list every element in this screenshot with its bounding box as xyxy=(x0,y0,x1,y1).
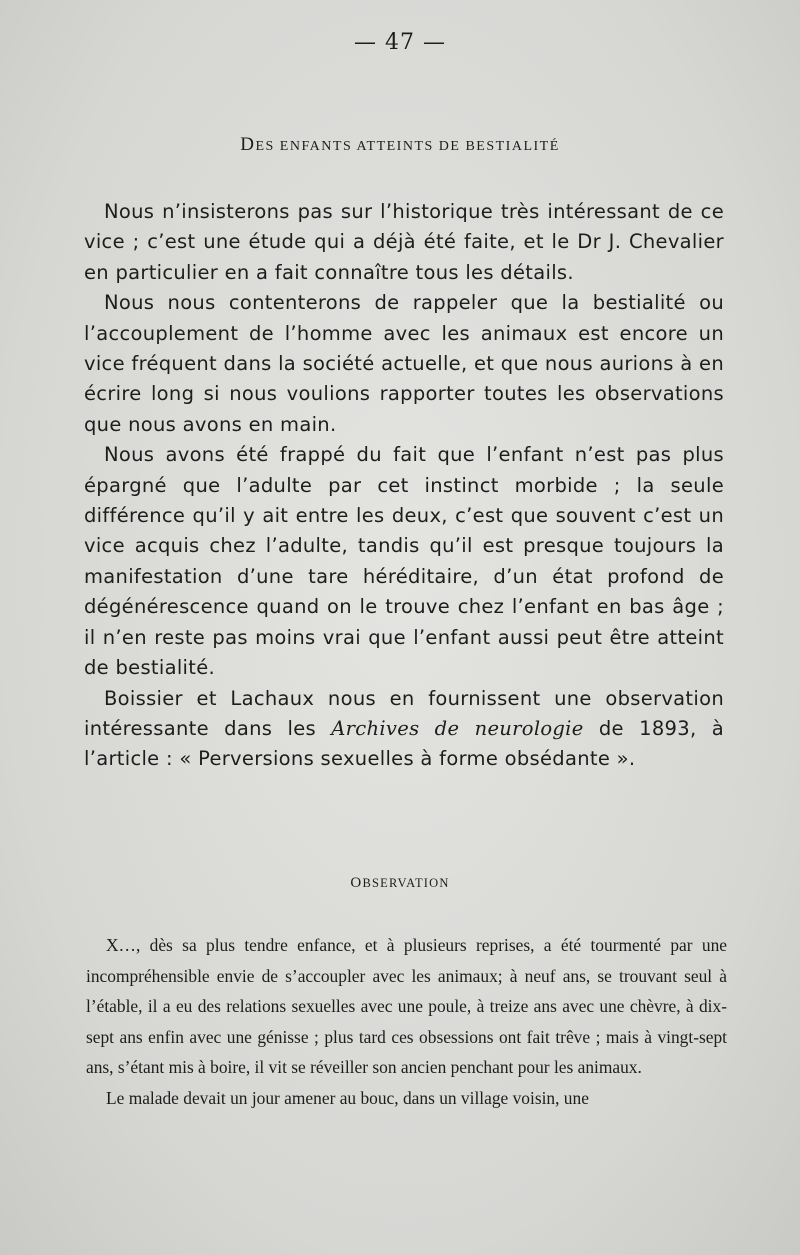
observation-text xyxy=(86,930,727,1114)
paragraph-2: Nous nous contenterons de rappeler que la bestialité ou l’accouplement de l’homme avec les animaux est encore un vice fréquent dans la société actuelle, et que nous aurions à en écrire long si nous voulions rapporter toutes les observations que nous avons en main. xyxy=(84,291,724,436)
chapter-title xyxy=(0,134,800,156)
page-number: — 47 — xyxy=(354,30,446,55)
section-heading xyxy=(0,875,800,892)
paragraph-3: Nous avons été frappé du fait que l’enfant n’est pas plus épargné que l’adulte par cet instinct morbide ; la seule différence qu’il y ait entre les deux, c’est que souvent c’est un vice acquis chez l’adulte, tandis qu’il est presque toujours la manifestation d’une tare héréditaire, d’un état profond de dégénérescence quand on le trouve chez l’enfant en bas âge ; il n’en reste pas moins vrai que l’enfant aussi peut être atteint de bestialité. xyxy=(84,443,724,680)
journal-title: Archives de neurologie xyxy=(331,716,584,740)
observation-paragraph-1: X…, dès sa plus tendre enfance, et à plusieurs reprises, a été tourmenté par une incompréhensible envie de s’accoupler avec les animaux; à neuf ans, se trouvant seul à l’étable, il a eu des relations sexuelles avec une poule, à treize ans avec une chèvre, à dix-sept ans enfin avec une génisse ; plus tard ces obsessions ont fait trêve ; mais à vingt-sept ans, s’étant mis à boire, il vit se réveiller son ancien penchant pour les animaux. xyxy=(86,935,727,1078)
paragraph-1: Nous n’insisterons pas sur l’historique très intéressant de ce vice ; c’est une étude qui a déjà été faite, et le Dr J. Chevalier en particulier en a fait connaître tous les détails. xyxy=(84,200,724,284)
paragraph-4-part-2: de 1893, à l’article : « Perversions sexuelles à forme obsédante ». xyxy=(84,716,725,771)
section-heading-rest: BSERVATION xyxy=(362,876,450,890)
observation-paragraph-2: Le malade devait un jour amener au bouc, dans un village voisin, une xyxy=(106,1087,589,1108)
paragraph-4 xyxy=(84,684,724,775)
paragraph-4-part-1: Boissier et Lachaux nous en fournissent une observation intéressante dans les xyxy=(84,686,724,740)
body-text xyxy=(84,197,724,775)
chapter-title-initial: D xyxy=(240,134,256,155)
chapter-title-rest: ES ENFANTS ATTEINTS DE BESTIALITÉ xyxy=(255,139,560,154)
section-heading-initial: O xyxy=(350,875,363,891)
